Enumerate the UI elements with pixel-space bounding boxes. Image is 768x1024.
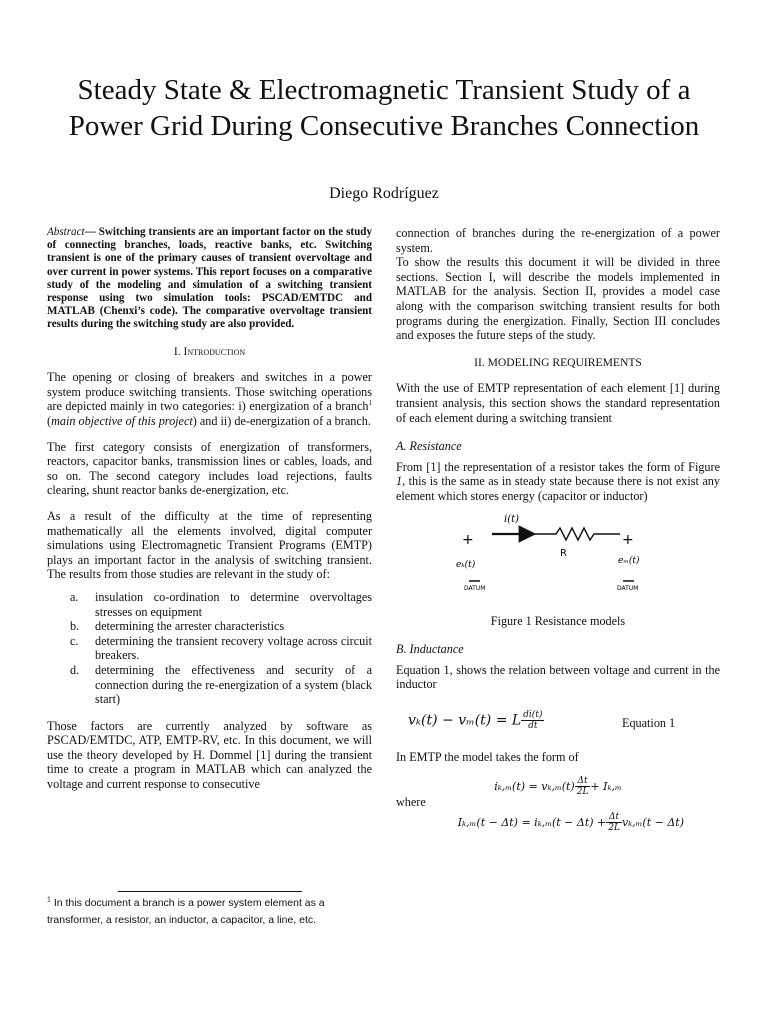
equation-3 [396,812,684,833]
plus-left: + [462,531,474,548]
eq2-denominator: 2L [576,787,589,798]
paper-author: Diego Rodríguez [329,185,439,202]
intro-p1-paren: ( [47,414,52,428]
eq3-rhs: vₖ,ₘ(t − Δt) [621,815,684,829]
right-paragraph-1: connection of branches during the re-energization of a power system. [396,226,720,255]
list-text: determining the effectiveness and security of a connection during the re-energization of a system (black start) [95,662,372,707]
list-text: determining the transient recovery voltage across circuit breakers. [95,633,372,663]
subsection-a-heading: A. Resistance [396,439,462,454]
abstract-dash: — [84,226,96,238]
eq1-lhs: vₖ(t) − vₘ(t) = L [408,712,522,729]
intro-heading-rest: ntroduction [187,344,246,358]
figure-1-caption: Figure 1 Resistance models [490,613,626,628]
left-column [47,226,372,792]
eq1-numerator: di(t) [523,709,543,720]
datum-right: DATUM [617,584,639,592]
intro-paragraph-2: The first category consists of energization of transformers, reactors, capacitor banks, transmission lines or cables, loads, and so on. The second category includes load rejections, faults clearing, shunt reactor banks de-energization, etc. [47,439,372,498]
eq2-fraction [575,776,591,797]
intro-paragraph-1 [47,370,372,428]
study-list [47,590,372,707]
intro-paragraph-3: As a result of the difficulty at the time of representing mathematically all the elements involved, digital computer simulations using Electromagnetic Transient Programs (EMTP) plays an important factor in the analysis of switching transient. The results from those studies are relevant in the study of: [47,508,372,582]
plus-right: + [622,531,634,548]
list-marker: a. [70,589,79,604]
eq3-denominator: 2L [608,823,620,834]
em-label: eₘ(t) [618,555,640,566]
intro-p1-text: The opening or closing of breakers and switches in a power system produce switching transients. Those switching operations are depicted mainly in two categories: i) energization of a branch [47,370,372,414]
abstract-lead: Abstract [47,226,85,238]
intro-heading [47,345,372,360]
intro-paragraph-4: Those factors are currently analyzed by software as PSCAD/EMTDC, ATP, EMTP-RV, etc. In this document, we will use the theory developed by H. Dommel [1] during the transient time to create a program in MATLAB which can analyzed the voltage and current response to consecutive [47,718,372,792]
right-column [396,226,720,833]
abstract [47,226,372,332]
eq3-lhs: Iₖ,ₘ(t − Δt) = iₖ,ₘ(t − Δt) + [457,815,607,829]
subA-text-end: , this is the same as in steady state because there is not exist any element which stores energy (capacitor or inductor) [396,474,720,503]
subsection-b-heading: B. Inductance [396,642,464,657]
footnote-text: In this document a branch is a power system element as a transformer, a resistor, an inductor, a capacitor, a line, etc. [47,897,325,926]
subsection-b-paragraph: Equation 1, shows the relation between voltage and current in the inductor [396,662,720,692]
eq1-fraction [521,710,544,731]
equation-2 [396,776,720,797]
list-item [47,663,372,707]
equation-1-body [408,710,544,731]
eq3-fraction [606,812,622,833]
eq2-numerator: Δt [575,776,591,787]
resistor-symbol [534,528,620,540]
eq3-body [457,812,684,834]
equation-1 [396,710,720,744]
intro-p1-emphasis: main objective of this project [51,414,193,428]
list-marker: b. [70,619,80,634]
eq2-rhs: + Iₖ,ₘ [590,779,622,793]
intro-heading-num: I. [173,344,184,358]
emtp-paragraph: In EMTP the model takes the form of [396,749,579,764]
resistor-label: R [560,547,567,559]
intro-heading-first: I [183,344,188,358]
where-label: where [396,795,426,810]
intro-p1-end: ) and ii) de-energization of a branch. [192,414,371,428]
eq1-denominator: dt [528,720,538,731]
eq2-body [494,776,622,798]
eq2-lhs: iₖ,ₘ(t) = vₖ,ₘ(t) [494,779,575,793]
footnote-rule [118,891,302,892]
list-item [47,590,372,619]
footnote [47,895,377,929]
current-label: i(t) [504,513,520,525]
figure-1-resistance-model [396,504,720,614]
datum-left: DATUM [464,584,486,592]
subsection-a-paragraph [396,460,720,504]
list-marker: d. [70,662,80,677]
list-text: insulation co-ordination to determine overvoltages stresses on equipment [95,589,372,619]
eq3-numerator: Δt [606,812,622,823]
subA-figref: 1 [396,474,403,489]
subA-text: From [1] the representation of a resistor takes the form of Figure [396,459,720,474]
paper-title: Steady State & Electromagnetic Transient Study of a Power Grid During Consecutive Branches Connection [68,74,700,142]
list-item [47,634,372,663]
list-marker: c. [70,633,79,648]
equation-1-label: Equation 1 [622,715,676,730]
footnote-ref: 1 [368,399,372,408]
right-paragraph-2: To show the results this document it will be divided in three sections. Section I, will describe the models implemented in MATLAB for the analysis. Section II, provides a model case along with the comparison switching transient results for both programs during the energization. Finally, Section III concludes and exposes the future steps of the study. [396,255,720,343]
section2-paragraph: With the use of EMTP representation of each element [1] during transient analysis, this section shows the standard representation of each element during a switching transient [396,381,720,425]
list-item [47,619,372,634]
ek-label: eₖ(t) [456,559,476,570]
footnote-number: 1 [47,896,51,904]
abstract-text: Switching transients are an important factor on the study of connecting branches, loads, reactive banks, etc. Switching transient is one of the primary causes of transient overvoltage and over current in power systems. This report focuses on a comparative study of the modeling and simulation of a switching transient response using two simulation tools: PSCAD/EMTDC and MATLAB (Chenxi’s code). The comparative overvoltage transient results during the switching study are also provided. [47,226,372,331]
section2-heading: II. MODELING REQUIREMENTS [474,355,642,369]
list-text: determining the arrester characteristics [95,619,285,634]
